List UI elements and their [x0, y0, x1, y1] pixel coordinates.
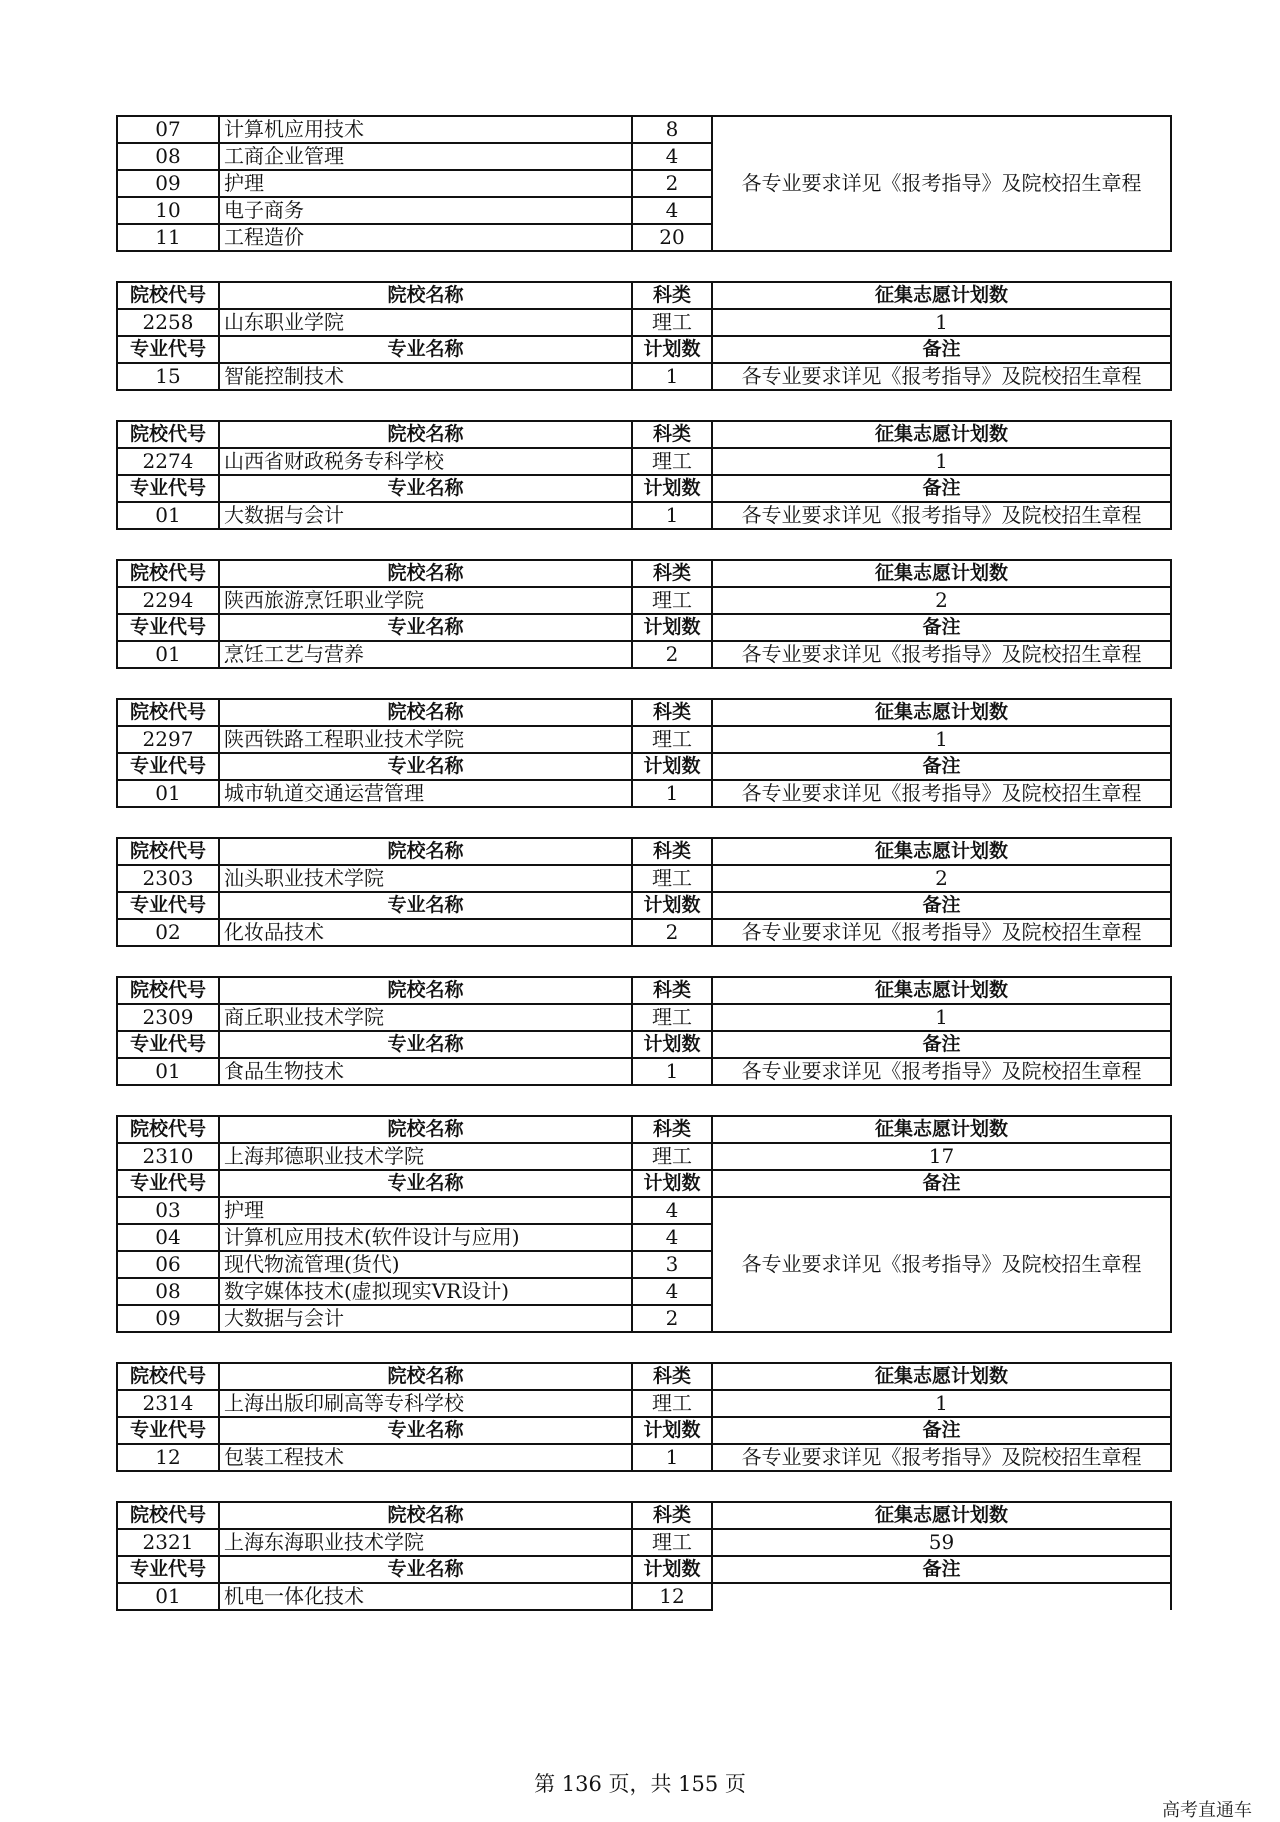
school-header-row: [117, 699, 1171, 726]
header-major-plan: 计划数: [632, 614, 712, 641]
remark: 各专业要求详见《报考指导》及院校招生章程: [712, 116, 1171, 251]
major-code: 12: [117, 1444, 219, 1471]
school-info-row: [117, 865, 1171, 892]
school-header-row: [117, 421, 1171, 448]
school-header-row: [117, 1116, 1171, 1143]
header-major-plan: 计划数: [632, 753, 712, 780]
school-plan: 2: [712, 587, 1171, 614]
major-name: 化妆品技术: [219, 919, 632, 946]
header-major-plan: 计划数: [632, 1556, 712, 1583]
remark: 各专业要求详见《报考指导》及院校招生章程: [712, 919, 1171, 946]
major-code: 01: [117, 502, 219, 529]
header-category: 科类: [632, 1502, 712, 1529]
header-category: 科类: [632, 1363, 712, 1390]
major-plan: 1: [632, 1058, 712, 1085]
page-footer: 第 136 页，共 155 页: [534, 1772, 746, 1796]
major-code: 10: [117, 197, 219, 224]
school-name: 陕西旅游烹饪职业学院: [219, 587, 632, 614]
major-row: [117, 919, 1171, 946]
school-block: [116, 1115, 1170, 1333]
school-code: 2314: [117, 1390, 219, 1417]
major-code: 01: [117, 1058, 219, 1085]
school-category: 理工: [632, 309, 712, 336]
major-name: 食品生物技术: [219, 1058, 632, 1085]
school-name: 陕西铁路工程职业技术学院: [219, 726, 632, 753]
school-table: [116, 698, 1172, 808]
major-plan: 2: [632, 919, 712, 946]
major-name: 包装工程技术: [219, 1444, 632, 1471]
major-header-row: [117, 1170, 1171, 1197]
remark: 各专业要求详见《报考指导》及院校招生章程: [712, 1197, 1171, 1332]
header-major-plan: 计划数: [632, 475, 712, 502]
school-info-row: [117, 726, 1171, 753]
school-header-row: [117, 1502, 1171, 1529]
remark: 各专业要求详见《报考指导》及院校招生章程: [712, 1444, 1171, 1471]
school-name: 商丘职业技术学院: [219, 1004, 632, 1031]
major-row: [117, 502, 1171, 529]
header-plan-count: 征集志愿计划数: [712, 1502, 1171, 1529]
header-major-code: 专业代号: [117, 336, 219, 363]
major-code: 06: [117, 1251, 219, 1278]
major-code: 01: [117, 641, 219, 668]
header-major-name: 专业名称: [219, 336, 632, 363]
school-info-row: [117, 448, 1171, 475]
header-major-name: 专业名称: [219, 614, 632, 641]
major-code: 11: [117, 224, 219, 251]
school-table: [116, 1362, 1172, 1472]
school-header-row: [117, 560, 1171, 587]
major-code: 01: [117, 1583, 219, 1610]
major-plan: 2: [632, 641, 712, 668]
continuation-block: [116, 115, 1170, 252]
school-info-row: [117, 587, 1171, 614]
header-remark: 备注: [712, 614, 1171, 641]
major-name: 城市轨道交通运营管理: [219, 780, 632, 807]
header-major-name: 专业名称: [219, 753, 632, 780]
major-plan: 4: [632, 143, 712, 170]
major-plan: 20: [632, 224, 712, 251]
remark: [712, 1583, 1171, 1610]
major-name: 烹饪工艺与营养: [219, 641, 632, 668]
header-school-name: 院校名称: [219, 1363, 632, 1390]
header-major-plan: 计划数: [632, 1170, 712, 1197]
school-name: 汕头职业技术学院: [219, 865, 632, 892]
header-remark: 备注: [712, 892, 1171, 919]
header-plan-count: 征集志愿计划数: [712, 560, 1171, 587]
header-plan-count: 征集志愿计划数: [712, 977, 1171, 1004]
header-remark: 备注: [712, 475, 1171, 502]
major-row: [117, 1444, 1171, 1471]
remark: 各专业要求详见《报考指导》及院校招生章程: [712, 502, 1171, 529]
school-info-row: [117, 309, 1171, 336]
header-remark: 备注: [712, 753, 1171, 780]
school-block: [116, 976, 1170, 1086]
school-name: 上海东海职业技术学院: [219, 1529, 632, 1556]
header-major-name: 专业名称: [219, 1031, 632, 1058]
major-code: 09: [117, 170, 219, 197]
major-row: [117, 1583, 1171, 1610]
major-plan: 8: [632, 116, 712, 143]
school-code: 2303: [117, 865, 219, 892]
major-code: 02: [117, 919, 219, 946]
major-plan: 2: [632, 1305, 712, 1332]
major-row: [117, 116, 1171, 143]
school-info-row: [117, 1143, 1171, 1170]
school-plan: 1: [712, 309, 1171, 336]
school-table: [116, 559, 1172, 669]
header-school-code: 院校代号: [117, 282, 219, 309]
major-plan: 1: [632, 1444, 712, 1471]
header-category: 科类: [632, 977, 712, 1004]
school-info-row: [117, 1004, 1171, 1031]
header-remark: 备注: [712, 1031, 1171, 1058]
school-block: [116, 1501, 1170, 1611]
major-plan: 1: [632, 363, 712, 390]
school-category: 理工: [632, 1529, 712, 1556]
school-block: [116, 420, 1170, 530]
school-info-row: [117, 1390, 1171, 1417]
school-table: [116, 837, 1172, 947]
school-category: 理工: [632, 1390, 712, 1417]
school-category: 理工: [632, 587, 712, 614]
major-header-row: [117, 614, 1171, 641]
header-category: 科类: [632, 699, 712, 726]
header-plan-count: 征集志愿计划数: [712, 838, 1171, 865]
major-plan: 4: [632, 197, 712, 224]
major-name: 数字媒体技术(虚拟现实VR设计): [219, 1278, 632, 1305]
header-major-code: 专业代号: [117, 1170, 219, 1197]
school-header-row: [117, 282, 1171, 309]
header-major-name: 专业名称: [219, 1556, 632, 1583]
header-school-name: 院校名称: [219, 1502, 632, 1529]
major-name: 智能控制技术: [219, 363, 632, 390]
school-code: 2321: [117, 1529, 219, 1556]
header-category: 科类: [632, 421, 712, 448]
school-header-row: [117, 1363, 1171, 1390]
major-code: 03: [117, 1197, 219, 1224]
header-remark: 备注: [712, 1417, 1171, 1444]
header-major-plan: 计划数: [632, 336, 712, 363]
school-category: 理工: [632, 865, 712, 892]
major-plan: 4: [632, 1197, 712, 1224]
school-name: 山西省财政税务专科学校: [219, 448, 632, 475]
school-table: [116, 976, 1172, 1086]
major-plan: 1: [632, 502, 712, 529]
header-plan-count: 征集志愿计划数: [712, 1363, 1171, 1390]
major-row: [117, 780, 1171, 807]
admission-plan-page: [116, 115, 1170, 1640]
school-block: [116, 1362, 1170, 1472]
major-code: 09: [117, 1305, 219, 1332]
header-plan-count: 征集志愿计划数: [712, 699, 1171, 726]
school-plan: 59: [712, 1529, 1171, 1556]
school-plan: 1: [712, 726, 1171, 753]
major-name: 大数据与会计: [219, 502, 632, 529]
major-row: [117, 1197, 1171, 1224]
school-plan: 1: [712, 448, 1171, 475]
header-school-name: 院校名称: [219, 838, 632, 865]
major-plan: 2: [632, 170, 712, 197]
header-plan-count: 征集志愿计划数: [712, 1116, 1171, 1143]
watermark: 高考直通车: [1162, 1800, 1252, 1821]
header-plan-count: 征集志愿计划数: [712, 421, 1171, 448]
header-major-code: 专业代号: [117, 1031, 219, 1058]
remark: 各专业要求详见《报考指导》及院校招生章程: [712, 1058, 1171, 1085]
major-plan: 12: [632, 1583, 712, 1610]
major-code: 08: [117, 143, 219, 170]
school-table: [116, 420, 1172, 530]
major-code: 07: [117, 116, 219, 143]
header-school-code: 院校代号: [117, 1363, 219, 1390]
header-major-name: 专业名称: [219, 475, 632, 502]
school-header-row: [117, 838, 1171, 865]
header-school-code: 院校代号: [117, 421, 219, 448]
school-plan: 17: [712, 1143, 1171, 1170]
school-block: [116, 698, 1170, 808]
header-major-name: 专业名称: [219, 1417, 632, 1444]
major-name: 计算机应用技术: [219, 116, 632, 143]
school-code: 2297: [117, 726, 219, 753]
major-header-row: [117, 1031, 1171, 1058]
header-major-code: 专业代号: [117, 1417, 219, 1444]
major-header-row: [117, 475, 1171, 502]
school-header-row: [117, 977, 1171, 1004]
major-header-row: [117, 1556, 1171, 1583]
school-info-row: [117, 1529, 1171, 1556]
major-row: [117, 641, 1171, 668]
header-major-code: 专业代号: [117, 1556, 219, 1583]
header-school-code: 院校代号: [117, 977, 219, 1004]
major-name: 护理: [219, 170, 632, 197]
major-plan: 4: [632, 1278, 712, 1305]
header-major-name: 专业名称: [219, 1170, 632, 1197]
header-category: 科类: [632, 1116, 712, 1143]
school-code: 2309: [117, 1004, 219, 1031]
header-category: 科类: [632, 838, 712, 865]
school-table: [116, 1115, 1172, 1333]
header-school-code: 院校代号: [117, 1502, 219, 1529]
major-name: 计算机应用技术(软件设计与应用): [219, 1224, 632, 1251]
major-code: 04: [117, 1224, 219, 1251]
school-code: 2310: [117, 1143, 219, 1170]
header-major-plan: 计划数: [632, 892, 712, 919]
school-category: 理工: [632, 448, 712, 475]
header-major-plan: 计划数: [632, 1417, 712, 1444]
header-major-code: 专业代号: [117, 892, 219, 919]
school-table: [116, 281, 1172, 391]
major-header-row: [117, 336, 1171, 363]
school-plan: 1: [712, 1390, 1171, 1417]
header-remark: 备注: [712, 1556, 1171, 1583]
header-school-code: 院校代号: [117, 560, 219, 587]
school-plan: 2: [712, 865, 1171, 892]
school-category: 理工: [632, 726, 712, 753]
header-major-code: 专业代号: [117, 475, 219, 502]
header-school-name: 院校名称: [219, 977, 632, 1004]
remark: 各专业要求详见《报考指导》及院校招生章程: [712, 363, 1171, 390]
header-category: 科类: [632, 560, 712, 587]
header-major-plan: 计划数: [632, 1031, 712, 1058]
continuation-table: [116, 115, 1172, 252]
major-name: 大数据与会计: [219, 1305, 632, 1332]
header-major-name: 专业名称: [219, 892, 632, 919]
major-plan: 1: [632, 780, 712, 807]
header-school-code: 院校代号: [117, 699, 219, 726]
school-code: 2258: [117, 309, 219, 336]
school-name: 山东职业学院: [219, 309, 632, 336]
school-block: [116, 559, 1170, 669]
major-header-row: [117, 753, 1171, 780]
school-table: [116, 1501, 1172, 1611]
major-plan: 3: [632, 1251, 712, 1278]
major-code: 08: [117, 1278, 219, 1305]
header-category: 科类: [632, 282, 712, 309]
major-header-row: [117, 892, 1171, 919]
major-name: 工程造价: [219, 224, 632, 251]
school-plan: 1: [712, 1004, 1171, 1031]
major-row: [117, 363, 1171, 390]
header-school-name: 院校名称: [219, 421, 632, 448]
school-name: 上海邦德职业技术学院: [219, 1143, 632, 1170]
major-row: [117, 1058, 1171, 1085]
major-name: 现代物流管理(货代): [219, 1251, 632, 1278]
remark: 各专业要求详见《报考指导》及院校招生章程: [712, 641, 1171, 668]
header-school-code: 院校代号: [117, 1116, 219, 1143]
major-code: 15: [117, 363, 219, 390]
remark: 各专业要求详见《报考指导》及院校招生章程: [712, 780, 1171, 807]
header-remark: 备注: [712, 336, 1171, 363]
header-school-name: 院校名称: [219, 699, 632, 726]
major-name: 护理: [219, 1197, 632, 1224]
major-code: 01: [117, 780, 219, 807]
header-school-name: 院校名称: [219, 560, 632, 587]
school-code: 2274: [117, 448, 219, 475]
school-category: 理工: [632, 1004, 712, 1031]
header-school-name: 院校名称: [219, 1116, 632, 1143]
major-name: 机电一体化技术: [219, 1583, 632, 1610]
header-remark: 备注: [712, 1170, 1171, 1197]
school-block: [116, 281, 1170, 391]
major-name: 工商企业管理: [219, 143, 632, 170]
school-name: 上海出版印刷高等专科学校: [219, 1390, 632, 1417]
major-plan: 4: [632, 1224, 712, 1251]
header-plan-count: 征集志愿计划数: [712, 282, 1171, 309]
header-major-code: 专业代号: [117, 753, 219, 780]
major-name: 电子商务: [219, 197, 632, 224]
header-school-name: 院校名称: [219, 282, 632, 309]
header-school-code: 院校代号: [117, 838, 219, 865]
school-category: 理工: [632, 1143, 712, 1170]
school-code: 2294: [117, 587, 219, 614]
school-block: [116, 837, 1170, 947]
major-header-row: [117, 1417, 1171, 1444]
header-major-code: 专业代号: [117, 614, 219, 641]
